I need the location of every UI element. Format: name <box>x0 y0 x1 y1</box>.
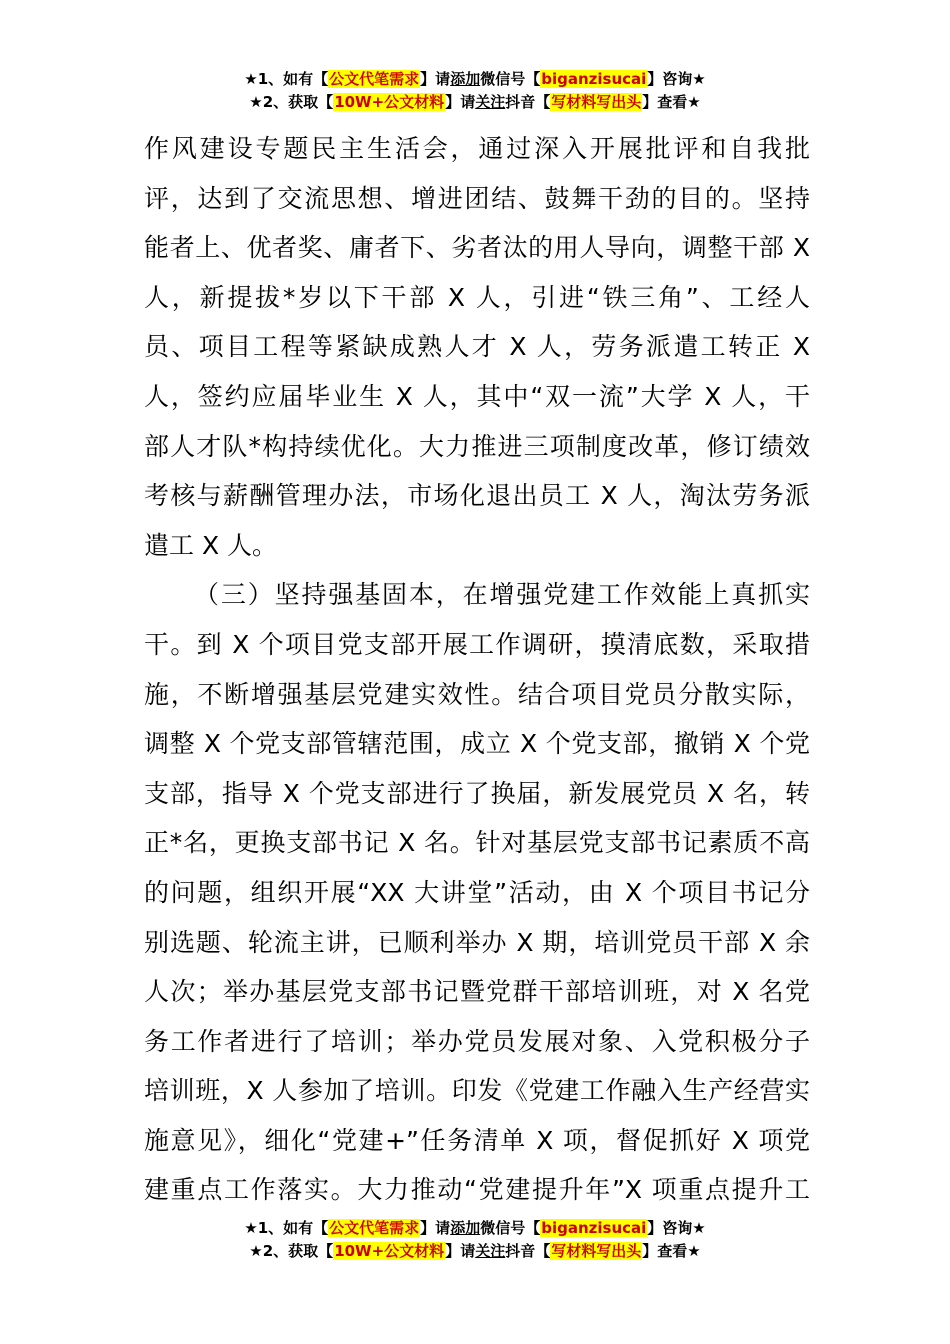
text-line: 调整 X 个党支部管辖范围，成立 X 个党支部，撤销 X 个党 <box>144 729 810 759</box>
document-body <box>144 124 810 1215</box>
banner-line-1: ★1、如有【公文代笔需求】请添加微信号【biganzisucai】咨询★ <box>244 70 706 88</box>
footer-banner <box>0 1217 950 1263</box>
section-heading-line: （三）坚持强基固本，在增强党建工作效能上真抓实 <box>194 580 810 610</box>
text-line: 支部，指导 X 个党支部进行了换届，新发展党员 X 名，转 <box>144 778 810 808</box>
text-line: 作风建设专题民主生活会，通过深入开展批评和自我批 <box>144 134 810 163</box>
text-line: 人次；举办基层党支部书记暨党群干部培训班，对 X 名党 <box>144 977 810 1007</box>
highlight-douyin-account: 写材料写出头 <box>551 1242 642 1260</box>
highlight-wechat-id: biganzisucai <box>541 1219 647 1237</box>
text-line: 考核与薪酬管理办法，市场化退出员工 X 人，淘汰劳务派 <box>144 481 810 511</box>
text-line: 员、项目工程等紧缺成熟人才 X 人，劳务派遣工转正 X <box>144 332 810 362</box>
text-line: 评，达到了交流思想、增进团结、鼓舞干劲的目的。坚持 <box>144 183 810 213</box>
text-line: 干。到 X 个项目党支部开展工作调研，摸清底数，采取措 <box>144 629 810 659</box>
banner-line-2: ★2、获取【10W+公文材料】请关注抖音【写材料写出头】查看★ <box>249 93 701 111</box>
banner-line-2: ★2、获取【10W+公文材料】请关注抖音【写材料写出头】查看★ <box>249 1242 701 1260</box>
highlight-service: 公文代笔需求 <box>329 1219 420 1237</box>
text-line: 别选题、轮流主讲，已顺利举办 X 期，培训党员干部 X 余 <box>144 927 810 957</box>
text-line: 务工作者进行了培训；举办党员发展对象、入党积极分子 <box>144 1026 810 1056</box>
text-line: 部人才队*构持续优化。大力推进三项制度改革，修订绩效 <box>144 431 810 461</box>
text-line: 培训班，X 人参加了培训。印发《党建工作融入生产经营实 <box>144 1076 810 1106</box>
highlight-wechat-id: biganzisucai <box>541 70 647 88</box>
text-line: 的问题，组织开展“XX 大讲堂”活动，由 X 个项目书记分 <box>144 877 810 907</box>
text-line: 遣工 X 人。 <box>144 530 278 560</box>
text-line: 人，签约应届毕业生 X 人，其中“双一流”大学 X 人，干 <box>144 381 810 411</box>
text-line: 施意见》，细化“党建+”任务清单 X 项，督促抓好 X 项党 <box>144 1125 810 1155</box>
highlight-materials: 10W+公文材料 <box>334 1242 445 1260</box>
header-banner <box>0 68 950 114</box>
text-line: 施，不断增强基层党建实效性。结合项目党员分散实际， <box>144 679 810 709</box>
highlight-douyin-account: 写材料写出头 <box>551 93 642 111</box>
highlight-service: 公文代笔需求 <box>329 70 420 88</box>
text-line: 建重点工作落实。大力推动“党建提升年”X 项重点提升工 <box>144 1175 810 1205</box>
text-line: 人，新提拔*岁以下干部 X 人，引进“铁三角”、工经人 <box>144 282 810 312</box>
text-line: 正*名，更换支部书记 X 名。针对基层党支部书记素质不高 <box>144 828 810 858</box>
highlight-materials: 10W+公文材料 <box>334 93 445 111</box>
text-line: 能者上、优者奖、庸者下、劣者汰的用人导向，调整干部 X <box>144 233 810 263</box>
banner-line-1: ★1、如有【公文代笔需求】请添加微信号【biganzisucai】咨询★ <box>244 1219 706 1237</box>
